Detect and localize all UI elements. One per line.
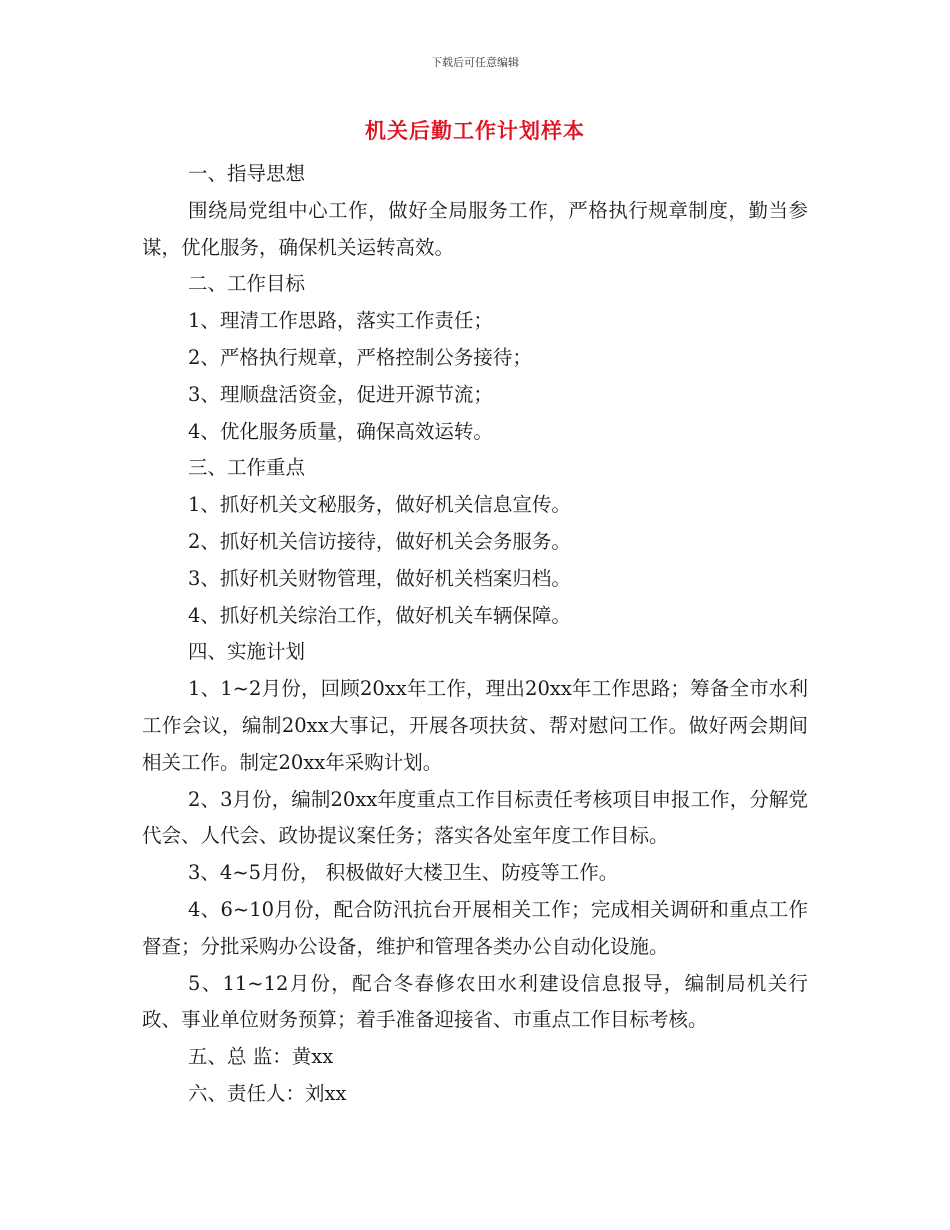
list-item-goal-2: 2、严格执行规章，严格控制公务接待；: [188, 345, 532, 369]
supervisor-line: 五、总 监：黄xx: [188, 1045, 334, 1069]
header-note: 下载后可任意编辑: [431, 56, 519, 69]
document-title: 机关后勤工作计划样本: [365, 119, 585, 143]
list-item-goal-4: 4、优化服务质量，确保高效运转。: [188, 419, 493, 443]
list-item-focus-2: 2、抓好机关信访接待，做好机关会务服务。: [188, 529, 571, 553]
list-item-goal-1: 1、理清工作思路，落实工作责任；: [188, 309, 493, 333]
list-item-focus-4: 4、抓好机关综治工作，做好机关车辆保障。: [188, 603, 571, 627]
paragraph-guiding-thought: 围绕局党组中心工作，做好全局服务工作，严格执行规章制度，勤当参谋，优化服务，确保机关运转高效。: [142, 198, 808, 259]
section-heading-guiding-thought: 一、指导思想: [188, 162, 306, 185]
list-item-plan-3: 3、4~5月份， 积极做好大楼卫生、防疫等工作。: [188, 861, 619, 885]
section-heading-implementation-plan: 四、实施计划: [188, 640, 306, 664]
responsible-person-line: 六、责任人：刘xx: [188, 1081, 347, 1105]
list-item-plan-5: 5、11~12月份，配合冬春修农田水利建设信息报导，编制局机关行政、事业单位财务预算；着手准备迎接省、市重点工作目标考核。: [142, 971, 808, 1032]
list-item-focus-3: 3、抓好机关财物管理，做好机关档案归档。: [188, 566, 571, 590]
section-heading-work-focus: 三、工作重点: [188, 456, 306, 480]
list-item-focus-1: 1、抓好机关文秘服务，做好机关信息宣传。: [188, 493, 571, 517]
document-body: [142, 156, 808, 1113]
list-item-plan-4: 4、6~10月份，配合防汛抗台开展相关工作；完成相关调研和重点工作督查；分批采购办公设备，维护和管理各类办公自动化设施。: [142, 897, 808, 958]
list-item-plan-1: 1、1~2月份，回顾20xx年工作，理出20xx年工作思路；筹备全市水利工作会议，编制20xx大事记，开展各项扶贫、帮对慰问工作。做好两会期间相关工作。制定20xx年采购计划。: [142, 677, 808, 774]
section-heading-work-goals: 二、工作目标: [188, 272, 306, 296]
list-item-plan-2: 2、3月份，编制20xx年度重点工作目标责任考核项目申报工作，分解党代会、人代会、政协提议案任务；落实各处室年度工作目标。: [142, 787, 808, 848]
list-item-goal-3: 3、理顺盘活资金，促进开源节流；: [188, 382, 493, 406]
